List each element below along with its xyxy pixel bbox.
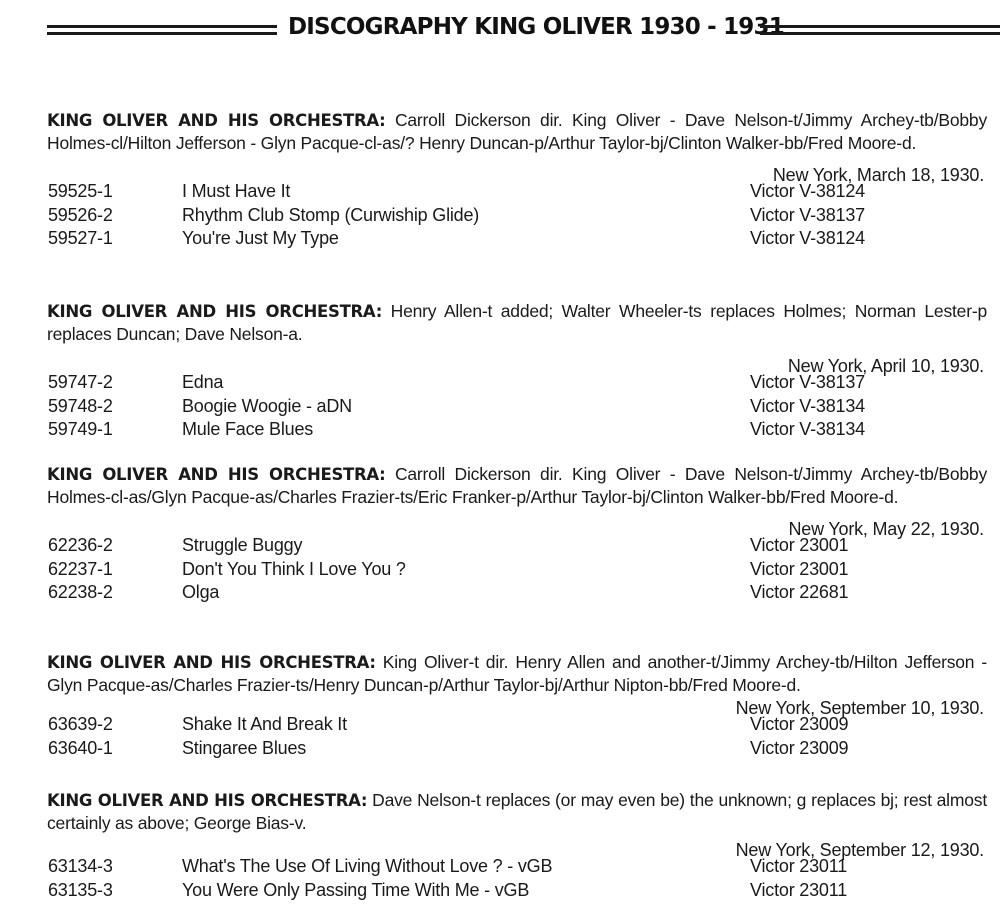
- track-title: You're Just My Type: [182, 228, 339, 248]
- track-row: [42, 418, 987, 442]
- band-name: KING OLIVER AND HIS ORCHESTRA:: [47, 111, 386, 130]
- track-title: Mule Face Blues: [182, 419, 314, 439]
- page-header: [0, 8, 1000, 52]
- record-label: Victor V-38137: [750, 204, 865, 225]
- band-name: KING OLIVER AND HIS ORCHESTRA:: [47, 791, 368, 810]
- track-row: [42, 855, 987, 879]
- track-row: [42, 558, 987, 582]
- track-row: [42, 371, 987, 395]
- location-date: New York, March 18, 1930.: [772, 165, 984, 185]
- record-label: Victor V-38124: [750, 228, 865, 248]
- track-row: [42, 204, 987, 228]
- recording-block: [42, 164, 987, 251]
- personnel-text: Henry Allen-t added; Walter Wheeler-ts replaces Holmes; Norman Lester-p replaces Duncan; Dave Nelson-a.: [47, 301, 987, 344]
- matrix-number: 59747-2: [48, 372, 113, 392]
- header-rule-left: [47, 25, 277, 35]
- track-title: Boogie Woogie - aDN: [182, 395, 352, 416]
- session-4: [42, 651, 987, 760]
- matrix-number: 59749-1: [48, 419, 113, 439]
- session-2: [42, 300, 987, 442]
- matrix-number: 63640-1: [48, 737, 113, 758]
- track-title: Don't You Think I Love You ?: [182, 558, 406, 579]
- matrix-number: 59748-2: [48, 395, 113, 416]
- recording-block: [42, 839, 987, 902]
- track-row: [42, 581, 987, 605]
- record-label: Victor 23009: [750, 737, 849, 758]
- record-label: Victor 23011: [750, 879, 848, 900]
- track-title: I Must Have It: [182, 181, 291, 201]
- record-label: Victor V-38134: [750, 395, 865, 416]
- track-row: [42, 227, 987, 251]
- track-title: What's The Use Of Living Without Love ? - vGB: [182, 856, 553, 876]
- matrix-number: 59527-1: [48, 228, 113, 248]
- matrix-number: 62236-2: [48, 535, 113, 555]
- session-1: [42, 109, 987, 251]
- track-row: [42, 534, 987, 558]
- track-title: Rhythm Club Stomp (Curwiship Glide): [182, 204, 480, 225]
- personnel-text: King Oliver-t dir. Henry Allen and another-t/Jimmy Archey-tb/Hilton Jefferson - Glyn Pacque-as/Charles Frazier-ts/Henry Duncan-p/Arthur Taylor-bj/Arthur Nipton-bb/Fred Moore-d.: [47, 652, 987, 695]
- record-label: Victor 23001: [750, 535, 849, 555]
- page-title: DISCOGRAPHY KING OLIVER 1930 - 1931: [288, 14, 784, 40]
- recording-block: [42, 355, 987, 442]
- record-label: Victor 23009: [750, 714, 849, 734]
- matrix-number: 59525-1: [48, 181, 113, 201]
- track-row: [42, 737, 987, 761]
- matrix-number: 63134-3: [48, 856, 113, 876]
- record-label: Victor 23001: [750, 558, 849, 579]
- band-name: KING OLIVER AND HIS ORCHESTRA:: [47, 465, 386, 484]
- matrix-number: 63135-3: [48, 879, 113, 900]
- track-title: Stingaree Blues: [182, 737, 307, 758]
- matrix-number: 62238-2: [48, 582, 113, 602]
- track-title: Olga: [182, 582, 220, 602]
- record-label: Victor 22681: [750, 582, 849, 602]
- track-title: Edna: [182, 372, 224, 392]
- location-date: New York, September 12, 1930.: [735, 840, 984, 860]
- track-title: You Were Only Passing Time With Me - vGB: [182, 879, 530, 900]
- header-rule-right: [760, 25, 1000, 35]
- track-title: Struggle Buggy: [182, 535, 303, 555]
- record-label: Victor V-38137: [750, 372, 865, 392]
- location-date: New York, April 10, 1930.: [787, 356, 984, 376]
- recording-block: [42, 697, 987, 760]
- record-label: Victor V-38134: [750, 419, 865, 439]
- session-personnel: [47, 651, 987, 697]
- record-label: Victor 23011: [750, 856, 848, 876]
- matrix-number: 63639-2: [48, 714, 113, 734]
- session-personnel: [47, 463, 987, 509]
- location-date: New York, September 10, 1930.: [735, 698, 984, 718]
- band-name: KING OLIVER AND HIS ORCHESTRA:: [47, 653, 376, 672]
- record-label: Victor V-38124: [750, 181, 865, 201]
- matrix-number: 59526-2: [48, 204, 113, 225]
- matrix-number: 62237-1: [48, 558, 113, 579]
- track-row: [42, 395, 987, 419]
- location-date: New York, May 22, 1930.: [788, 519, 984, 539]
- personnel-text: Carroll Dickerson dir. King Oliver - Dave Nelson-t/Jimmy Archey-tb/Bobby Holmes-cl-as/Glyn Pacque-as/Charles Frazier-ts/Eric Franker-p/Arthur Taylor-bj/Clinton Walker-bb/Fred Moore-d.: [47, 464, 987, 507]
- track-row: [42, 180, 987, 204]
- track-row: [42, 713, 987, 737]
- session-personnel: [47, 109, 987, 155]
- track-row: [42, 879, 987, 903]
- session-3: [42, 463, 987, 605]
- session-personnel: [47, 789, 987, 835]
- recording-block: [42, 518, 987, 605]
- session-5: [42, 789, 987, 902]
- track-title: Shake It And Break It: [182, 714, 347, 734]
- band-name: KING OLIVER AND HIS ORCHESTRA:: [47, 302, 383, 321]
- personnel-text: Carroll Dickerson dir. King Oliver - Dave Nelson-t/Jimmy Archey-tb/Bobby Holmes-cl/Hilton Jefferson - Glyn Pacque-cl-as/? Henry Duncan-p/Arthur Taylor-bj/Clinton Walker-bb/Fred Moore-d.: [47, 110, 987, 153]
- personnel-text: Dave Nelson-t replaces (or may even be) the unknown; g replaces bj; rest almost certainly as above; George Bias-v.: [47, 790, 987, 833]
- session-personnel: [47, 300, 987, 346]
